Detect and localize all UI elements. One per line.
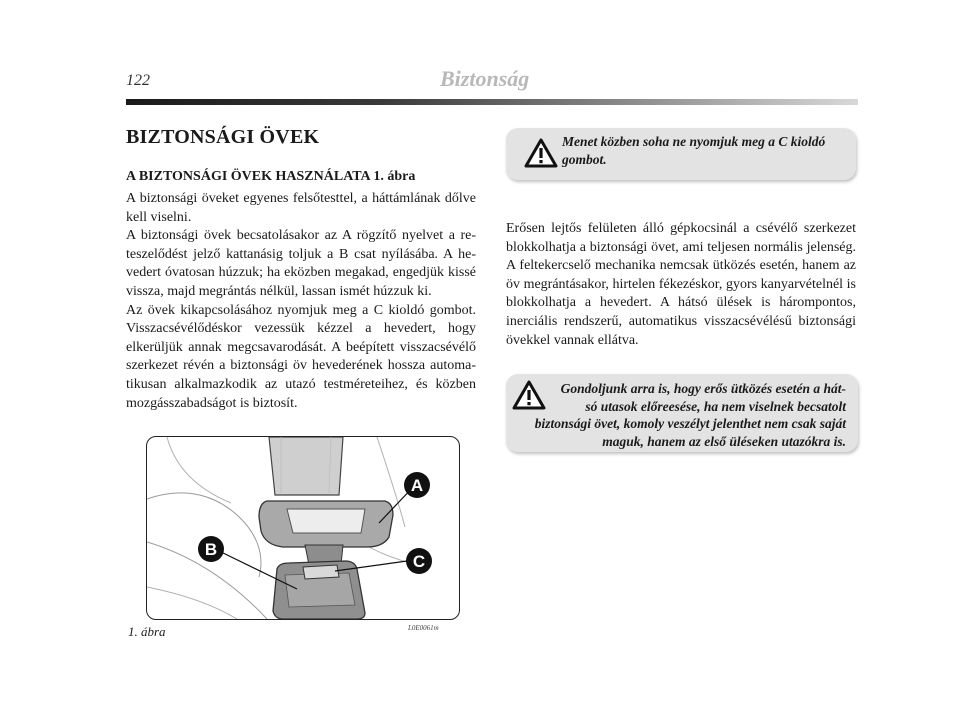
left-column: [126, 126, 476, 413]
seatbelt-drawing: [147, 437, 459, 619]
page-number: 122: [126, 72, 150, 89]
paragraph-fastening: A biztonsági övek becsatolásakor az A rögzítő nyelvet a reteszelődést jelző kattanásig toljuk a B csat nyílásába. A hevedert óvatosan húzzuk; ha eközben megakad, engedjük kissé vissza, majd megrántás nélkül, lassan ismét húzzuk ki.: [126, 228, 476, 299]
paragraph-release: Az övek kikapcsolásához nyomjuk meg a C kioldó gombot. Visszacsévélődéskor vezessük kézzel a hevedert, hogy elkerüljük annak megcsavarodását. A beépített visszacsévélő szerkezet révén a biztonsági öv hevederének hossza automatikusan alkalmazkodik az utazó testméreteihez, és közben mozgásszabadságot is biztosít.: [126, 302, 476, 411]
warning-triangle-icon: [524, 138, 558, 168]
callout-a: A: [410, 476, 424, 495]
paragraph-posture: A biztonsági öveket egyenes felsőtesttel, a háttámlának dőlve kell viselni.: [126, 191, 476, 225]
paragraph-retractor: Erősen lejtős felületen álló gépkocsinál a csévélő szerkezet blokkolhatja a biztonsági övet, ami teljesen normális jelenség. A feltekercselő mechanika nemcsak ütközés esetén, hanem az öv megrántásakor, hirtelen fékezéskor, gyors kanyarvételnél is blokkolhatja a hevedert. A hátsó ülések is hárompontos, inerciális rendszerű, automatikus visszacsévélésű biztonsági övekkel vannak ellátva.: [506, 221, 856, 348]
figure-code: L0E0061m: [408, 624, 439, 632]
warning-box-rear-passengers: [506, 374, 858, 452]
header-rule: [126, 99, 858, 105]
warning-text-release-button: Menet közben soha ne nyomjuk meg a C kioldó gombot.: [562, 134, 826, 167]
figure-caption: 1. ábra: [128, 624, 166, 639]
warning-triangle-icon: [512, 380, 546, 410]
warning-text-rear-passengers: Gondoljunk arra is, hogy erős ütközés esetén a hátsó utasok előreesése, ha nem viselnek becsatolt biztonsági övet, komoly veszélyt jelenthet nem csak saját maguk, hanem az első üléseken utazókra is.: [534, 381, 846, 449]
seatbelt-illustration: [146, 436, 460, 620]
main-heading: BIZTONSÁGI ÖVEK: [126, 126, 320, 148]
sub-heading: A BIZTONSÁGI ÖVEK HASZNÁLATA 1. ábra: [126, 169, 416, 184]
section-title: Biztonság: [440, 66, 530, 91]
callout-c: C: [412, 552, 426, 571]
warning-box-release-button: [506, 128, 856, 180]
callout-b: B: [204, 540, 218, 559]
